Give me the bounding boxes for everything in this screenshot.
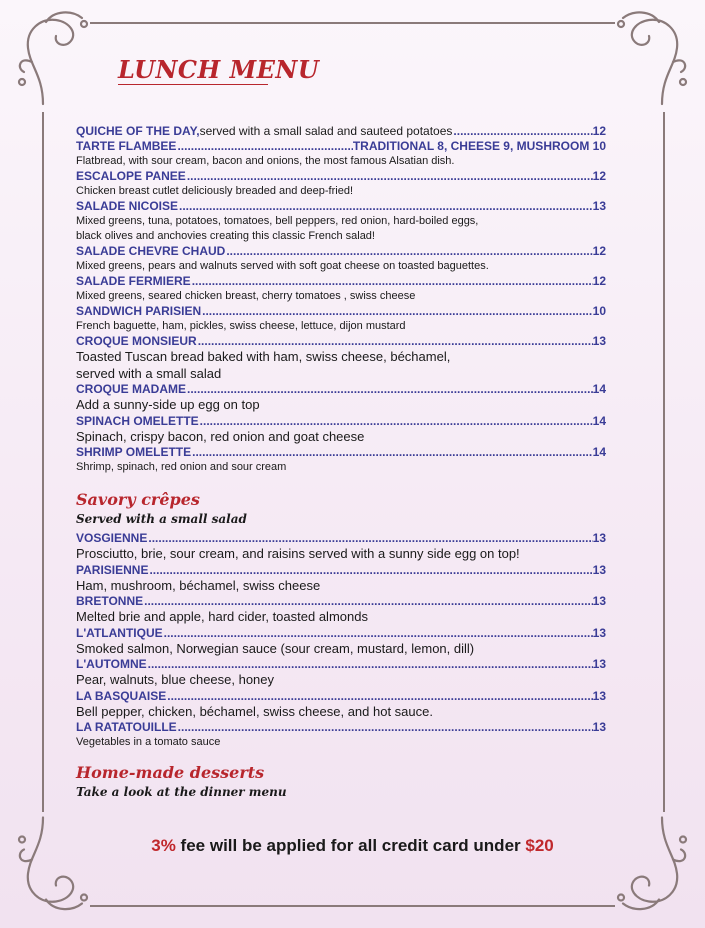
menu-item-header <box>76 531 606 546</box>
menu-item-name: SALADE CHEVRE CHAUD <box>76 244 226 258</box>
menu-item-header <box>76 334 606 349</box>
menu-item-price: 13 <box>592 720 606 734</box>
menu-item-name: SALADE FERMIERE <box>76 274 191 288</box>
menu-item-header <box>76 169 606 184</box>
frame-line-top <box>90 22 615 24</box>
menu-item-inline-description: served with a small salad and sauteed potatoes <box>199 124 453 138</box>
menu-item-header <box>76 594 606 609</box>
menu-item <box>76 244 606 274</box>
menu-item-name: TARTE FLAMBEE <box>76 139 177 153</box>
menu-item <box>76 414 606 446</box>
dot-leader <box>186 382 593 397</box>
menu-item-description: Mixed greens, tuna, potatoes, tomatoes, bell peppers, red onion, hard-boiled eggs, <box>76 215 479 227</box>
corner-flourish-top-right-icon <box>615 6 695 111</box>
menu-item-header <box>76 626 606 641</box>
menu-item-name: L'AUTOMNE <box>76 657 147 671</box>
dot-leader <box>186 169 593 184</box>
credit-card-fee-notice <box>0 836 705 856</box>
menu-item-description: black olives and anchovies creating this classic French salad! <box>76 230 375 242</box>
menu-item <box>76 304 606 334</box>
menu-item <box>76 199 606 244</box>
menu-item <box>76 169 606 199</box>
menu-item-price: 12 <box>592 169 606 183</box>
fee-text: fee will be applied for all credit card under <box>175 836 526 855</box>
dot-leader <box>177 720 593 735</box>
menu-item <box>76 563 606 595</box>
corner-flourish-bottom-right-icon <box>615 808 695 918</box>
menu-item-price: 12 <box>592 274 606 288</box>
menu-item-price: 13 <box>592 562 606 577</box>
menu-item-name: SHRIMP OMELETTE <box>76 445 192 459</box>
menu-item-header <box>76 563 606 578</box>
menu-item-price: 10 <box>592 304 606 318</box>
menu-item-name: ESCALOPE PANEE <box>76 169 186 183</box>
title-underline <box>118 84 268 85</box>
menu-item-price: 13 <box>592 625 606 640</box>
menu-item-header <box>76 414 606 429</box>
dot-leader <box>201 304 593 319</box>
menu-item-header <box>76 304 606 319</box>
menu-item-description: Flatbread, with sour cream, bacon and onions, the most famous Alsatian dish. <box>76 155 455 167</box>
dot-leader <box>147 531 592 546</box>
fee-percent: 3% <box>151 836 176 855</box>
menu-item <box>76 626 606 658</box>
frame-line-right <box>663 112 665 812</box>
menu-item <box>76 531 606 563</box>
dot-leader <box>176 139 352 154</box>
frame-line-left <box>42 112 44 812</box>
menu-item-name: SANDWICH PARISIEN <box>76 304 202 318</box>
menu-item-description: Prosciutto, brie, sour cream, and raisins served with a sunny side egg on top! <box>76 546 520 561</box>
menu-item <box>76 445 606 475</box>
menu-item-name: LA BASQUAISE <box>76 688 167 703</box>
desserts-section-title: Home-made desserts <box>76 763 265 782</box>
menu-item-price: 13 <box>592 199 606 213</box>
menu-item <box>76 594 606 626</box>
menu-item-price: 12 <box>592 124 606 138</box>
menu-item-description: Mixed greens, seared chicken breast, cherry tomatoes , swiss cheese <box>76 290 416 302</box>
menu-item <box>76 139 606 169</box>
menu-item-price: 12 <box>592 244 606 258</box>
menu-item <box>76 657 606 689</box>
menu-item-price: 13 <box>592 334 606 348</box>
menu-item-description: Vegetables in a tomato sauce <box>76 736 221 748</box>
dot-leader <box>197 334 593 349</box>
menu-item-header <box>76 720 606 735</box>
menu-item-header <box>76 689 606 704</box>
dot-leader <box>166 689 592 704</box>
menu-item-price: 13 <box>592 657 606 671</box>
dot-leader <box>191 274 593 289</box>
menu-item-price: 13 <box>592 688 606 703</box>
menu-item-description: Toasted Tuscan bread baked with ham, swiss cheese, béchamel, <box>76 349 451 364</box>
menu-item <box>76 382 606 414</box>
menu-item-description: Bell pepper, chicken, béchamel, swiss cheese, and hot sauce. <box>76 703 433 719</box>
dot-leader <box>178 199 593 214</box>
menu-item-description: Add a sunny-side up egg on top <box>76 397 260 412</box>
menu-item-price: TRADITIONAL 8, CHEESE 9, MUSHROOM 10 <box>352 139 606 153</box>
menu-item-header <box>76 199 606 214</box>
menu-item <box>76 720 606 750</box>
menu-item <box>76 689 606 721</box>
dot-leader <box>147 657 593 672</box>
menu-item-name: L'ATLANTIQUE <box>76 625 163 640</box>
corner-flourish-top-left-icon <box>10 6 90 111</box>
dot-leader <box>191 445 593 460</box>
menu-item <box>76 124 606 139</box>
menu-item-name: SALADE NICOISE <box>76 199 179 213</box>
menu-item-header <box>76 382 606 397</box>
dot-leader <box>199 414 593 429</box>
menu-item-description: Melted brie and apple, hard cider, toasted almonds <box>76 609 368 624</box>
dot-leader <box>225 244 592 259</box>
menu-item-header <box>76 244 606 259</box>
menu-item-header <box>76 274 606 289</box>
menu-item-header <box>76 657 606 672</box>
menu-item-price: 14 <box>592 382 606 396</box>
menu-item-description: Shrimp, spinach, red onion and sour cream <box>76 461 287 473</box>
menu-item-name: BRETONNE <box>76 594 144 608</box>
crepe-items-list <box>76 531 606 750</box>
menu-item <box>76 274 606 304</box>
menu-item-description: Spinach, crispy bacon, red onion and goat cheese <box>76 428 365 444</box>
menu-item-description: Smoked salmon, Norwegian sauce (sour cream, mustard, lemon, dill) <box>76 640 475 656</box>
menu-item-name: CROQUE MADAME <box>76 382 186 396</box>
menu-item-name: QUICHE OF THE DAY, <box>76 124 200 138</box>
menu-item-header <box>76 445 606 460</box>
menu-item-header <box>76 139 606 154</box>
menu-item-description: Pear, walnuts, blue cheese, honey <box>76 672 275 687</box>
menu-item-description: Chicken breast cutlet deliciously breaded and deep-fried! <box>76 185 353 197</box>
menu-item-price: 13 <box>592 531 606 545</box>
menu-item-header <box>76 124 606 139</box>
menu-item-price: 14 <box>592 445 606 459</box>
menu-item-name: PARISIENNE <box>76 562 149 577</box>
dot-leader <box>163 626 593 641</box>
menu-item-description: Ham, mushroom, béchamel, swiss cheese <box>76 577 321 593</box>
crepes-section-title: Savory crêpes <box>76 490 200 509</box>
menu-item-name: SPINACH OMELETTE <box>76 413 199 428</box>
desserts-section-subtitle: Take a look at the dinner menu <box>76 785 287 799</box>
menu-item-description: served with a small salad <box>76 365 222 381</box>
lunch-menu <box>76 124 606 804</box>
dot-leader <box>148 563 592 578</box>
dot-leader <box>143 594 593 609</box>
menu-item-price: 13 <box>592 594 606 608</box>
menu-item-name: CROQUE MONSIEUR <box>76 334 197 348</box>
menu-item-description: French baguette, ham, pickles, swiss cheese, lettuce, dijon mustard <box>76 320 406 332</box>
corner-flourish-bottom-left-icon <box>10 808 90 918</box>
dot-leader <box>452 124 592 139</box>
menu-item <box>76 334 606 382</box>
fee-amount: $20 <box>525 836 554 855</box>
menu-item-description: Mixed greens, pears and walnuts served with soft goat cheese on toasted baguettes. <box>76 260 489 272</box>
menu-item-name: LA RATATOUILLE <box>76 720 177 734</box>
menu-item-price: 14 <box>592 413 606 428</box>
lunch-items-list <box>76 124 606 475</box>
page-title: LUNCH MENU <box>118 55 320 84</box>
crepes-section-subtitle: Served with a small salad <box>76 512 247 526</box>
menu-item-name: VOSGIENNE <box>76 531 148 545</box>
frame-line-bottom <box>90 905 615 907</box>
